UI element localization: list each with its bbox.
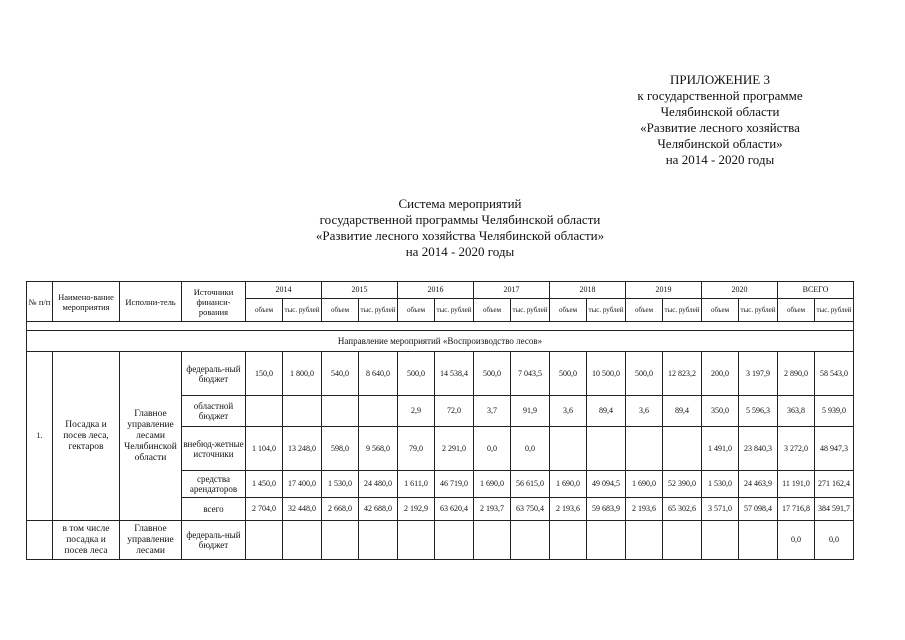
data-cell bbox=[663, 427, 702, 471]
data-cell bbox=[322, 396, 359, 427]
header-volume: объем bbox=[474, 299, 511, 322]
header-total: ВСЕГО bbox=[778, 282, 854, 299]
header-executor: Исполни-тель bbox=[120, 282, 182, 322]
appendix-line: «Развитие лесного хозяйства bbox=[640, 120, 800, 135]
header-year: 2019 bbox=[626, 282, 702, 299]
data-cell: 57 098,4 bbox=[739, 498, 778, 521]
measure-name: в том числе посадка и посев леса bbox=[53, 521, 120, 560]
data-cell bbox=[626, 427, 663, 471]
data-cell: 1 690,0 bbox=[550, 471, 587, 498]
data-cell: 7 043,5 bbox=[511, 352, 550, 396]
data-cell bbox=[398, 521, 435, 560]
header-num: № п/п bbox=[27, 282, 53, 322]
data-cell: 14 538,4 bbox=[435, 352, 474, 396]
data-cell: 5 596,3 bbox=[739, 396, 778, 427]
data-cell: 1 800,0 bbox=[283, 352, 322, 396]
data-cell: 2 193,6 bbox=[626, 498, 663, 521]
data-cell: 5 939,0 bbox=[815, 396, 854, 427]
appendix-line: ПРИЛОЖЕНИЕ 3 bbox=[670, 72, 770, 87]
data-cell: 1 611,0 bbox=[398, 471, 435, 498]
data-cell: 72,0 bbox=[435, 396, 474, 427]
measure-executor: Главное управление лесами Челябинской области bbox=[120, 352, 182, 521]
data-cell: 58 543,0 bbox=[815, 352, 854, 396]
header-rubles: тыс. рублей bbox=[739, 299, 778, 322]
data-cell: 65 302,6 bbox=[663, 498, 702, 521]
data-cell: 1 690,0 bbox=[626, 471, 663, 498]
data-cell: 384 591,7 bbox=[815, 498, 854, 521]
data-cell: 540,0 bbox=[322, 352, 359, 396]
data-cell bbox=[474, 521, 511, 560]
data-cell: 17 716,8 bbox=[778, 498, 815, 521]
data-cell: 11 191,0 bbox=[778, 471, 815, 498]
header-volume: объем bbox=[398, 299, 435, 322]
title-line: на 2014 - 2020 годы bbox=[405, 244, 515, 259]
data-cell: 2 193,6 bbox=[550, 498, 587, 521]
data-cell bbox=[322, 521, 359, 560]
data-cell: 2 890,0 bbox=[778, 352, 815, 396]
data-cell: 42 688,0 bbox=[359, 498, 398, 521]
data-cell: 48 947,3 bbox=[815, 427, 854, 471]
data-cell: 2,9 bbox=[398, 396, 435, 427]
data-cell: 0,0 bbox=[778, 521, 815, 560]
measure-executor: Главное управление лесами bbox=[120, 521, 182, 560]
row-num: 1. bbox=[27, 352, 53, 521]
header-year: 2018 bbox=[550, 282, 626, 299]
data-cell: 1 530,0 bbox=[702, 471, 739, 498]
title-line: Система мероприятий bbox=[398, 196, 522, 211]
direction-heading: Направление мероприятий «Воспроизводство лесов» bbox=[27, 331, 854, 352]
data-cell: 56 615,0 bbox=[511, 471, 550, 498]
data-cell: 79,0 bbox=[398, 427, 435, 471]
header-row-years bbox=[27, 282, 854, 299]
data-cell: 1 104,0 bbox=[246, 427, 283, 471]
data-cell: 363,8 bbox=[778, 396, 815, 427]
data-cell: 59 683,9 bbox=[587, 498, 626, 521]
header-year: 2014 bbox=[246, 282, 322, 299]
data-cell: 8 640,0 bbox=[359, 352, 398, 396]
funding-source: областной бюджет bbox=[182, 396, 246, 427]
header-rubles: тыс. рублей bbox=[663, 299, 702, 322]
data-cell bbox=[283, 521, 322, 560]
appendix-line: к государственной программе bbox=[637, 88, 803, 103]
data-cell bbox=[359, 396, 398, 427]
data-cell bbox=[246, 396, 283, 427]
funding-source: федераль-ный бюджет bbox=[182, 521, 246, 560]
data-cell: 2 192,9 bbox=[398, 498, 435, 521]
data-cell bbox=[359, 521, 398, 560]
data-cell: 10 500,0 bbox=[587, 352, 626, 396]
header-rubles: тыс. рублей bbox=[587, 299, 626, 322]
data-cell: 23 840,3 bbox=[739, 427, 778, 471]
funding-source: федераль-ный бюджет bbox=[182, 352, 246, 396]
data-cell: 13 248,0 bbox=[283, 427, 322, 471]
data-cell: 24 480,0 bbox=[359, 471, 398, 498]
data-cell: 63 750,4 bbox=[511, 498, 550, 521]
header-rubles: тыс. рублей bbox=[283, 299, 322, 322]
data-cell: 1 690,0 bbox=[474, 471, 511, 498]
data-cell bbox=[587, 521, 626, 560]
data-cell: 46 719,0 bbox=[435, 471, 474, 498]
header-volume: объем bbox=[778, 299, 815, 322]
data-cell: 49 094,5 bbox=[587, 471, 626, 498]
data-cell: 24 463,9 bbox=[739, 471, 778, 498]
data-cell: 52 390,0 bbox=[663, 471, 702, 498]
data-cell: 0,0 bbox=[511, 427, 550, 471]
direction-row bbox=[27, 331, 854, 352]
data-cell bbox=[246, 521, 283, 560]
data-cell bbox=[739, 521, 778, 560]
data-cell: 350,0 bbox=[702, 396, 739, 427]
header-year: 2017 bbox=[474, 282, 550, 299]
data-cell: 12 823,2 bbox=[663, 352, 702, 396]
header-name: Наимено-вание мероприятия bbox=[53, 282, 120, 322]
data-cell: 2 704,0 bbox=[246, 498, 283, 521]
data-cell bbox=[511, 521, 550, 560]
data-cell: 91,9 bbox=[511, 396, 550, 427]
measures-table bbox=[26, 281, 854, 560]
row-num bbox=[27, 521, 53, 560]
measure-name: Посадка и посев леса, гектаров bbox=[53, 352, 120, 521]
appendix-line: Челябинской области bbox=[660, 104, 780, 119]
data-cell: 150,0 bbox=[246, 352, 283, 396]
data-cell: 3,6 bbox=[550, 396, 587, 427]
header-rubles: тыс. рублей bbox=[511, 299, 550, 322]
data-cell bbox=[663, 521, 702, 560]
data-cell: 1 530,0 bbox=[322, 471, 359, 498]
data-cell: 500,0 bbox=[626, 352, 663, 396]
header-year: 2015 bbox=[322, 282, 398, 299]
header-volume: объем bbox=[322, 299, 359, 322]
header-volume: объем bbox=[702, 299, 739, 322]
data-cell: 0,0 bbox=[815, 521, 854, 560]
funding-source: внебюд-жетные источники bbox=[182, 427, 246, 471]
data-cell: 32 448,0 bbox=[283, 498, 322, 521]
data-cell bbox=[283, 396, 322, 427]
appendix-line: на 2014 - 2020 годы bbox=[665, 152, 775, 167]
spacer-row bbox=[27, 322, 854, 331]
data-cell: 3,7 bbox=[474, 396, 511, 427]
data-cell: 500,0 bbox=[550, 352, 587, 396]
data-cell: 500,0 bbox=[398, 352, 435, 396]
data-cell: 17 400,0 bbox=[283, 471, 322, 498]
data-cell: 3 272,0 bbox=[778, 427, 815, 471]
data-cell bbox=[550, 521, 587, 560]
data-cell bbox=[587, 427, 626, 471]
funding-source: всего bbox=[182, 498, 246, 521]
funding-source: средства арендаторов bbox=[182, 471, 246, 498]
title-line: государственной программы Челябинской области bbox=[319, 212, 601, 227]
data-cell bbox=[435, 521, 474, 560]
document-title bbox=[220, 196, 700, 260]
data-cell: 2 291,0 bbox=[435, 427, 474, 471]
data-cell: 1 491,0 bbox=[702, 427, 739, 471]
data-cell bbox=[550, 427, 587, 471]
data-cell: 9 568,0 bbox=[359, 427, 398, 471]
data-cell: 89,4 bbox=[663, 396, 702, 427]
data-cell: 2 668,0 bbox=[322, 498, 359, 521]
data-cell bbox=[626, 521, 663, 560]
header-sources: Источники финанси-рования bbox=[182, 282, 246, 322]
spacer-cell bbox=[27, 322, 854, 331]
title-line: «Развитие лесного хозяйства Челябинской области» bbox=[315, 228, 605, 243]
data-cell: 63 620,4 bbox=[435, 498, 474, 521]
header-rubles: тыс. рублей bbox=[435, 299, 474, 322]
header-volume: объем bbox=[550, 299, 587, 322]
data-cell: 0,0 bbox=[474, 427, 511, 471]
data-cell: 2 193,7 bbox=[474, 498, 511, 521]
header-rubles: тыс. рублей bbox=[815, 299, 854, 322]
table-row bbox=[27, 521, 854, 560]
data-cell: 271 162,4 bbox=[815, 471, 854, 498]
header-volume: объем bbox=[246, 299, 283, 322]
data-cell: 3 197,9 bbox=[739, 352, 778, 396]
appendix-line: Челябинской области» bbox=[657, 136, 783, 151]
data-cell: 89,4 bbox=[587, 396, 626, 427]
header-year: 2020 bbox=[702, 282, 778, 299]
table-row bbox=[27, 352, 854, 396]
data-cell: 500,0 bbox=[474, 352, 511, 396]
header-volume: объем bbox=[626, 299, 663, 322]
appendix-header bbox=[600, 72, 840, 168]
data-cell bbox=[702, 521, 739, 560]
data-cell: 3 571,0 bbox=[702, 498, 739, 521]
data-cell: 3,6 bbox=[626, 396, 663, 427]
data-cell: 598,0 bbox=[322, 427, 359, 471]
header-year: 2016 bbox=[398, 282, 474, 299]
data-cell: 200,0 bbox=[702, 352, 739, 396]
header-rubles: тыс. рублей bbox=[359, 299, 398, 322]
data-cell: 1 450,0 bbox=[246, 471, 283, 498]
